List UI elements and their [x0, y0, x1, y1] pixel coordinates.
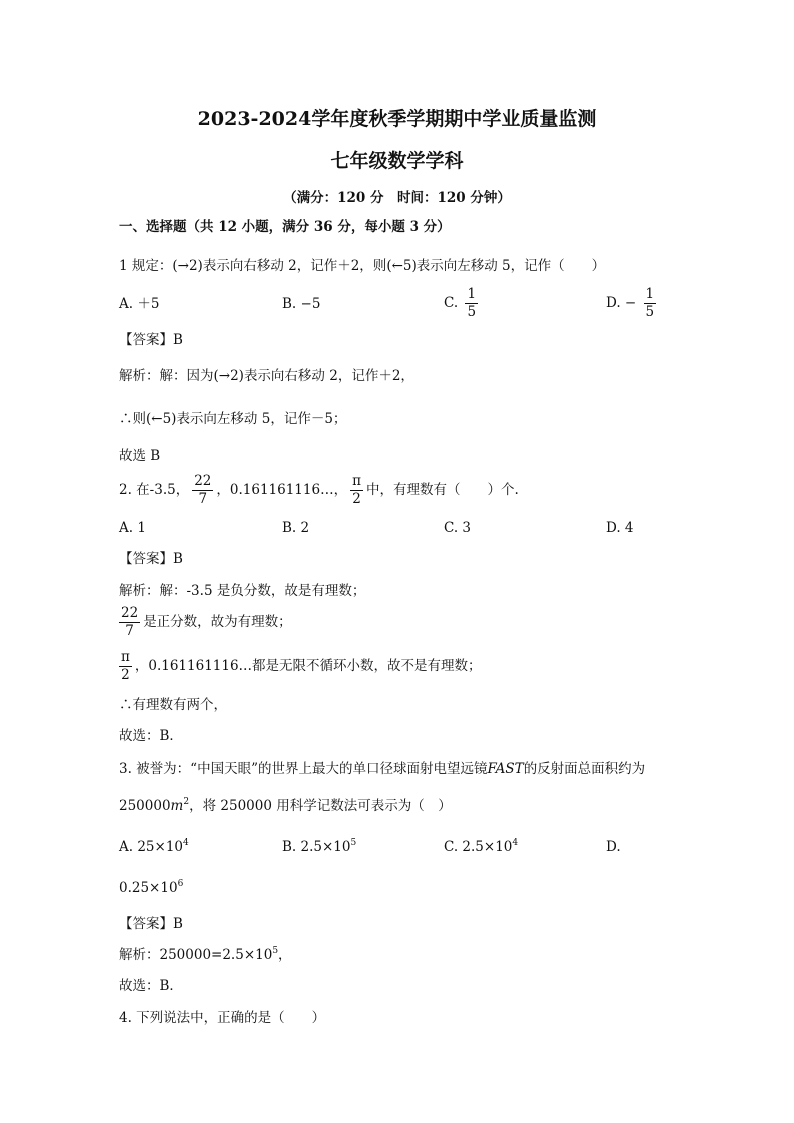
text: 250000 — [119, 798, 171, 814]
q2-explanation-3 — [116, 649, 482, 684]
text: C. 2.5×10 — [444, 839, 513, 855]
q2-fraction-pi-2 — [350, 473, 363, 508]
q1-option-b: B. −5 — [282, 296, 321, 312]
q2-explanation-1: 解析：解：-3.5 是负分数，故是有理数； — [119, 583, 366, 599]
fraction-denominator: 7 — [125, 623, 134, 639]
q1-option-c-label: C. — [444, 295, 459, 311]
q1-option-d-fraction — [644, 286, 657, 321]
unit: m — [170, 798, 184, 814]
q1-explanation-1 — [119, 367, 414, 385]
q3-option-c — [444, 838, 518, 856]
question-1 — [119, 257, 605, 275]
fraction-denominator: 5 — [645, 304, 655, 320]
q1-option-d-label: D. − — [606, 295, 637, 311]
score-info: （满分：120 分 时间：120 分钟） — [283, 190, 511, 206]
q1-mid: 表示向右移动 2，记作＋2，则 — [202, 258, 387, 274]
text: ， — [278, 947, 292, 963]
q2-answer: 【答案】B — [119, 551, 183, 567]
q1-symbol-left: (←5) — [386, 258, 417, 274]
q1-prefix: 1 规定： — [119, 258, 173, 274]
exponent: 4 — [512, 838, 519, 848]
exponent: 5 — [272, 946, 279, 956]
fraction-numerator: π — [352, 473, 361, 489]
q2-final: 故选：B． — [119, 728, 183, 744]
exam-title: 2023-2024学年度秋季学期期中学业质量监测 — [197, 108, 597, 130]
text: ∴则 — [119, 411, 146, 427]
q2-option-a: A. 1 — [119, 520, 146, 536]
text: 是正分数，故为有理数； — [143, 614, 292, 630]
fraction-denominator: 2 — [352, 491, 361, 507]
fraction-numerator: π — [121, 649, 130, 665]
text: 的反射面总面积约为 — [523, 761, 646, 777]
q2-explanation-2 — [116, 605, 292, 640]
q1-exp-symbol-left: (←5) — [146, 411, 177, 427]
q3-option-d: D. — [606, 839, 621, 855]
q1-explanation-2 — [119, 410, 346, 428]
q1-option-a: A. ＋5 — [119, 296, 160, 312]
q1-final: 故选 B — [119, 448, 161, 464]
text: 3. 被誉为：“中国天眼”的世界上最大的单口径球面射电望远镜 — [119, 761, 488, 777]
q3-final: 故选：B． — [119, 978, 183, 994]
q1-answer: 【答案】B — [119, 332, 183, 348]
question-3-line-2 — [119, 797, 452, 815]
q3-fast: FAST — [487, 761, 524, 777]
text: ，0.161161116…， — [216, 482, 348, 498]
exam-subject: 七年级数学学科 — [330, 150, 464, 172]
text: ，0.161161116…都是无限不循环小数，故不是有理数； — [134, 658, 482, 674]
exponent: 2 — [183, 797, 190, 807]
text: 解析：解：因为 — [119, 368, 214, 384]
exponent: 4 — [183, 838, 189, 848]
fraction-denominator: 7 — [198, 491, 208, 507]
exponent: 6 — [177, 879, 184, 889]
question-3-line-1 — [119, 760, 645, 778]
fraction-numerator: 1 — [467, 286, 477, 302]
q1-option-c — [444, 286, 481, 321]
q2-fraction-22-7 — [192, 473, 213, 508]
fraction-numerator: 22 — [121, 605, 139, 621]
fraction-numerator: 1 — [645, 286, 655, 302]
q3-option-b — [282, 838, 356, 856]
section-heading: 一、选择题（共 12 小题，满分 36 分，每小题 3 分） — [119, 219, 451, 235]
q2-option-d: D. 4 — [606, 520, 634, 536]
text: 2. 在-3.5， — [119, 482, 190, 498]
text: 表示向右移动 2，记作＋2， — [243, 368, 414, 384]
text: 表示向左移动 5，记作－5； — [176, 411, 347, 427]
q3-option-a — [119, 838, 189, 856]
question-4: 4. 下列说法中，正确的是（ ） — [119, 1010, 326, 1026]
q3-explanation — [119, 946, 292, 964]
text: 中，有理数有（ ）个. — [365, 482, 519, 498]
q1-suffix: 表示向左移动 5，记作（ ） — [416, 258, 606, 274]
q2-explanation-4: ∴有理数有两个， — [119, 697, 227, 713]
fraction-denominator: 5 — [467, 304, 477, 320]
q1-symbol-right: (→2) — [172, 258, 203, 274]
text: 0.25×10 — [119, 880, 178, 896]
q3-option-d-continued — [119, 879, 183, 897]
q1-option-c-fraction — [465, 286, 478, 321]
text: B. 2.5×10 — [282, 839, 351, 855]
q1-option-d — [606, 286, 659, 321]
fraction-numerator: 22 — [194, 473, 212, 489]
q2-exp-fraction-pi-2 — [119, 649, 132, 684]
question-2 — [119, 473, 519, 508]
exponent: 5 — [350, 838, 357, 848]
text: ，将 250000 用科学记数法可表示为（ ） — [189, 798, 452, 814]
q3-answer: 【答案】B — [119, 916, 183, 932]
fraction-denominator: 2 — [121, 667, 130, 683]
q2-option-c: C. 3 — [444, 520, 472, 536]
q2-option-b: B. 2 — [282, 520, 310, 536]
text: A. 25×10 — [119, 839, 183, 855]
q1-exp-symbol-right: (→2) — [213, 368, 244, 384]
text: 解析：250000=2.5×10 — [119, 947, 273, 963]
q2-exp-fraction-22-7 — [119, 605, 140, 640]
